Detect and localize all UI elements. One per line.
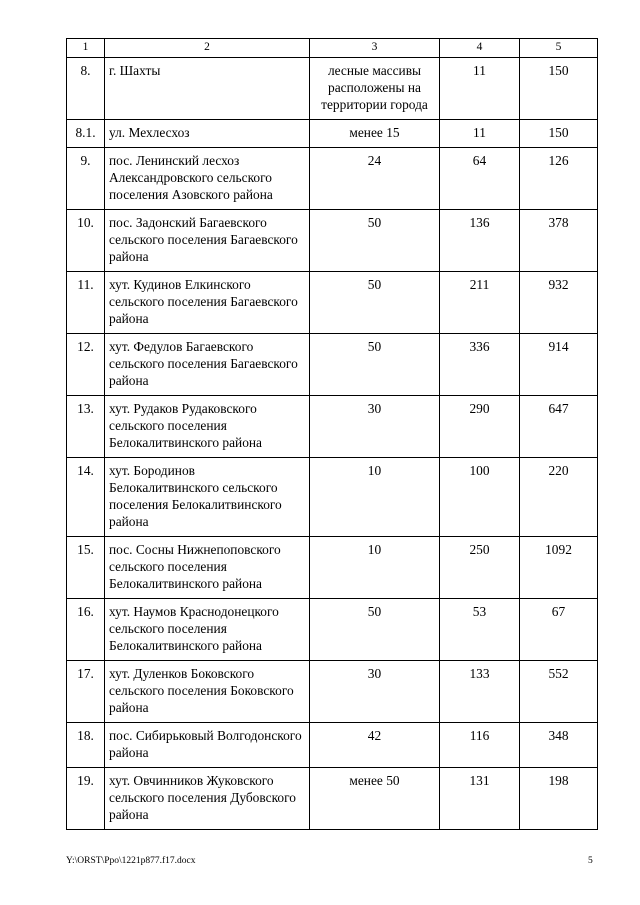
column-5-cell: 552 xyxy=(520,661,598,723)
row-number-cell: 13. xyxy=(67,396,105,458)
header-cell: 2 xyxy=(105,39,310,58)
table-row xyxy=(67,458,598,537)
column-5-cell: 647 xyxy=(520,396,598,458)
row-number-cell: 10. xyxy=(67,210,105,272)
settlement-name-cell: хут. Рудаков Рудаковского сельского поселения Белокалитвинского района xyxy=(105,396,310,458)
settlement-name-cell: г. Шахты xyxy=(105,58,310,120)
table-row xyxy=(67,58,598,120)
column-4-cell: 11 xyxy=(440,120,520,148)
column-4-cell: 131 xyxy=(440,768,520,830)
column-3-cell: 50 xyxy=(310,334,440,396)
column-5-cell: 150 xyxy=(520,120,598,148)
column-5-cell: 67 xyxy=(520,599,598,661)
table-row xyxy=(67,120,598,148)
column-5-cell: 914 xyxy=(520,334,598,396)
settlement-name-cell: хут. Дуленков Боковского сельского поселения Боковского района xyxy=(105,661,310,723)
column-4-cell: 290 xyxy=(440,396,520,458)
data-table xyxy=(66,38,598,830)
row-number-cell: 18. xyxy=(67,723,105,768)
row-number-cell: 12. xyxy=(67,334,105,396)
footer-file-path: Y:\ORST\Ppo\1221p877.f17.docx xyxy=(66,856,196,866)
column-3-cell: менее 50 xyxy=(310,768,440,830)
column-5-cell: 348 xyxy=(520,723,598,768)
header-row xyxy=(67,39,598,58)
column-3-cell: 50 xyxy=(310,272,440,334)
column-3-cell: 30 xyxy=(310,396,440,458)
row-number-cell: 8.1. xyxy=(67,120,105,148)
column-4-cell: 11 xyxy=(440,58,520,120)
table-row xyxy=(67,396,598,458)
column-5-cell: 198 xyxy=(520,768,598,830)
column-4-cell: 250 xyxy=(440,537,520,599)
column-3-cell: 50 xyxy=(310,599,440,661)
row-number-cell: 19. xyxy=(67,768,105,830)
table-row xyxy=(67,723,598,768)
row-number-cell: 16. xyxy=(67,599,105,661)
column-4-cell: 336 xyxy=(440,334,520,396)
footer-page-number: 5 xyxy=(588,856,593,866)
column-4-cell: 133 xyxy=(440,661,520,723)
column-3-cell: 50 xyxy=(310,210,440,272)
column-4-cell: 53 xyxy=(440,599,520,661)
column-5-cell: 378 xyxy=(520,210,598,272)
settlement-name-cell: хут. Бородинов Белокалитвинского сельского поселения Белокалитвинского района xyxy=(105,458,310,537)
settlement-name-cell: ул. Мехлесхоз xyxy=(105,120,310,148)
column-4-cell: 136 xyxy=(440,210,520,272)
column-4-cell: 100 xyxy=(440,458,520,537)
settlement-name-cell: пос. Сосны Нижнепоповского сельского поселения Белокалитвинского района xyxy=(105,537,310,599)
header-cell: 5 xyxy=(520,39,598,58)
table-row xyxy=(67,210,598,272)
table-row xyxy=(67,768,598,830)
column-5-cell: 126 xyxy=(520,148,598,210)
header-cell: 1 xyxy=(67,39,105,58)
column-4-cell: 64 xyxy=(440,148,520,210)
row-number-cell: 11. xyxy=(67,272,105,334)
column-5-cell: 150 xyxy=(520,58,598,120)
settlement-name-cell: хут. Федулов Багаевского сельского поселения Багаевского района xyxy=(105,334,310,396)
settlement-name-cell: пос. Ленинский лесхоз Александровского сельского поселения Азовского района xyxy=(105,148,310,210)
column-3-cell: 30 xyxy=(310,661,440,723)
column-5-cell: 220 xyxy=(520,458,598,537)
column-5-cell: 1092 xyxy=(520,537,598,599)
settlement-name-cell: пос. Задонский Багаевского сельского поселения Багаевского района xyxy=(105,210,310,272)
row-number-cell: 14. xyxy=(67,458,105,537)
column-3-cell: 10 xyxy=(310,537,440,599)
column-4-cell: 116 xyxy=(440,723,520,768)
table-row xyxy=(67,599,598,661)
column-3-cell: 42 xyxy=(310,723,440,768)
row-number-cell: 15. xyxy=(67,537,105,599)
column-3-cell: 24 xyxy=(310,148,440,210)
column-3-cell: менее 15 xyxy=(310,120,440,148)
column-3-cell: 10 xyxy=(310,458,440,537)
settlement-name-cell: хут. Овчинников Жуковского сельского поселения Дубовского района xyxy=(105,768,310,830)
row-number-cell: 9. xyxy=(67,148,105,210)
row-number-cell: 8. xyxy=(67,58,105,120)
table-row xyxy=(67,661,598,723)
column-3-cell: лесные массивы расположены на территории города xyxy=(310,58,440,120)
header-cell: 3 xyxy=(310,39,440,58)
table-row xyxy=(67,272,598,334)
column-4-cell: 211 xyxy=(440,272,520,334)
settlement-name-cell: хут. Наумов Краснодонецкого сельского поселения Белокалитвинского района xyxy=(105,599,310,661)
settlement-name-cell: пос. Сибирьковый Волгодонского района xyxy=(105,723,310,768)
settlement-name-cell: хут. Кудинов Елкинского сельского поселения Багаевского района xyxy=(105,272,310,334)
column-5-cell: 932 xyxy=(520,272,598,334)
row-number-cell: 17. xyxy=(67,661,105,723)
table-row xyxy=(67,537,598,599)
header-cell: 4 xyxy=(440,39,520,58)
table-row xyxy=(67,334,598,396)
table-row xyxy=(67,148,598,210)
